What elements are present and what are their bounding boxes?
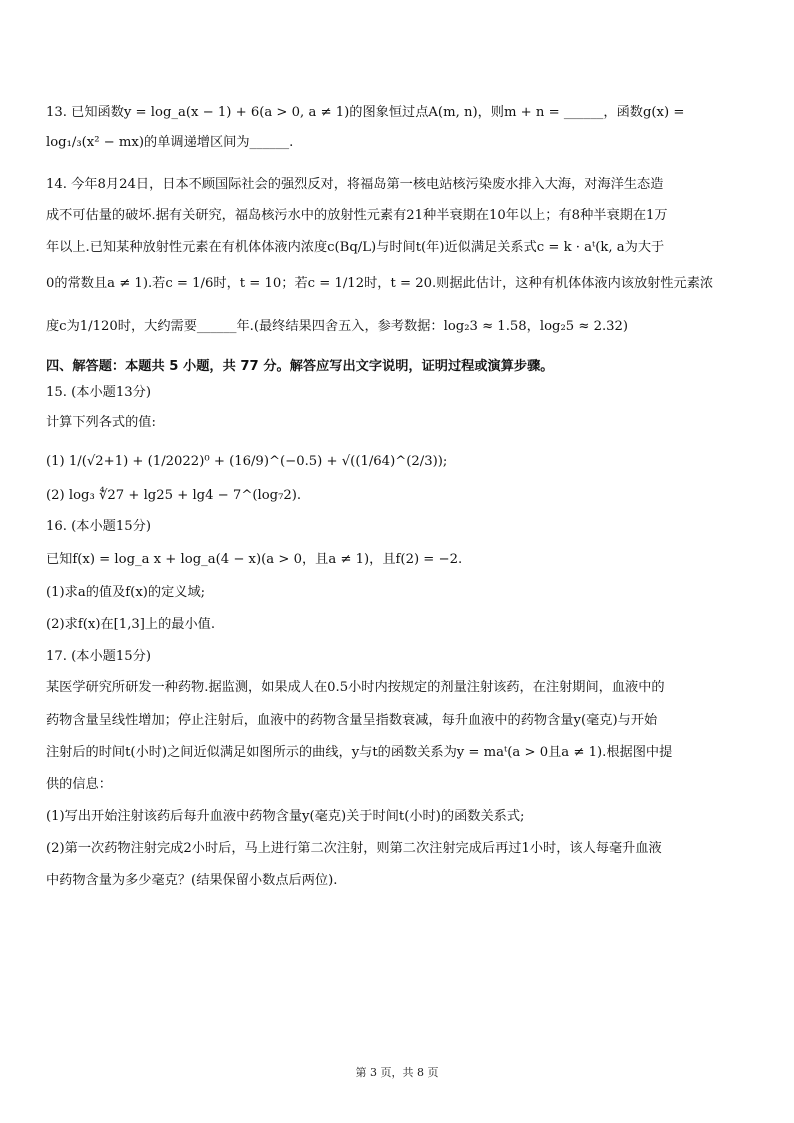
q13-line2: log₁/₃(x² − mx)的单调递增区间为______. — [46, 135, 294, 150]
q17-part2-b: 中药物含量为多少毫克？(结果保留小数点后两位). — [46, 873, 338, 888]
q17-part1: (1)写出开始注射该药后每升血液中药物含量y(毫克)关于时间t(小时)的函数关系式; — [46, 809, 525, 824]
q15-intro: 计算下列各式的值: — [46, 415, 156, 430]
q14-line3: 年以上.已知某种放射性元素在有机体体液内浓度c(Bq/L)与时间t(年)近似满足关系式c = k · aᵗ(k, a为大于 — [46, 240, 665, 255]
q14-line5: 度c为1/120时，大约需要______年.(最终结果四舍五入，参考数据：log₂3 ≈ 1.58，log₂5 ≈ 2.32) — [46, 319, 629, 334]
q15-part1: (1) 1/(√2+1) + (1/2022)⁰ + (16/9)^(−0.5) + √((1/64)^(2/3)); — [46, 454, 448, 469]
q16-part1: (1)求a的值及f(x)的定义域; — [46, 585, 206, 600]
section-heading: 四、解答题：本题共 5 小题，共 77 分。解答应写出文字说明，证明过程或演算步骤。 — [46, 359, 554, 374]
q14-line2: 成不可估量的破坏.据有关研究，福岛核污水中的放射性元素有21种半衰期在10年以上；有8种半衰期在1万 — [46, 208, 668, 223]
q17-head: 17. (本小题15分) — [46, 649, 151, 664]
q14-line4: 0的常数且a ≠ 1).若c = 1/6时，t = 10；若c = 1/12时，t = 20.则据此估计，这种有机体体液内该放射性元素浓 — [46, 276, 714, 291]
q16-part2: (2)求f(x)在[1,3]上的最小值. — [46, 617, 216, 632]
q15-part2: (2) log₃ ∜27 + lg25 + lg4 − 7^(log₇2). — [46, 488, 302, 503]
page-footer: 第 3 页，共 8 页 — [355, 1066, 439, 1079]
q17-line4: 供的信息： — [46, 777, 112, 792]
q15-head: 15. (本小题13分) — [46, 385, 151, 400]
q17-line2: 药物含量呈线性增加；停止注射后，血液中的药物含量呈指数衰减，每升血液中的药物含量y(毫克)与开始 — [46, 713, 658, 728]
q14-line1: 14. 今年8月24日，日本不顾国际社会的强烈反对，将福岛第一核电站核污染废水排入大海，对海洋生态造 — [46, 177, 664, 192]
q17-line3: 注射后的时间t(小时)之间近似满足如图所示的曲线，y与t的函数关系为y = maᵗ(a > 0且a ≠ 1).根据图中提 — [46, 745, 673, 760]
q16-intro: 已知f(x) = log_a x + log_a(4 − x)(a > 0，且a ≠ 1)，且f(2) = −2. — [46, 552, 463, 567]
q17-line1: 某医学研究所研发一种药物.据监测，如果成人在0.5小时内按规定的剂量注射该药，在注射期间，血液中的 — [46, 680, 665, 695]
q16-head: 16. (本小题15分) — [46, 519, 151, 534]
q17-part2-a: (2)第一次药物注射完成2小时后，马上进行第二次注射，则第二次注射完成后再过1小时，该人每毫升血液 — [46, 841, 662, 856]
q13-line1: 13. 已知函数y = log_a(x − 1) + 6(a > 0, a ≠ 1)的图象恒过点A(m, n)，则m + n = ______，函数g(x) = — [46, 105, 685, 120]
